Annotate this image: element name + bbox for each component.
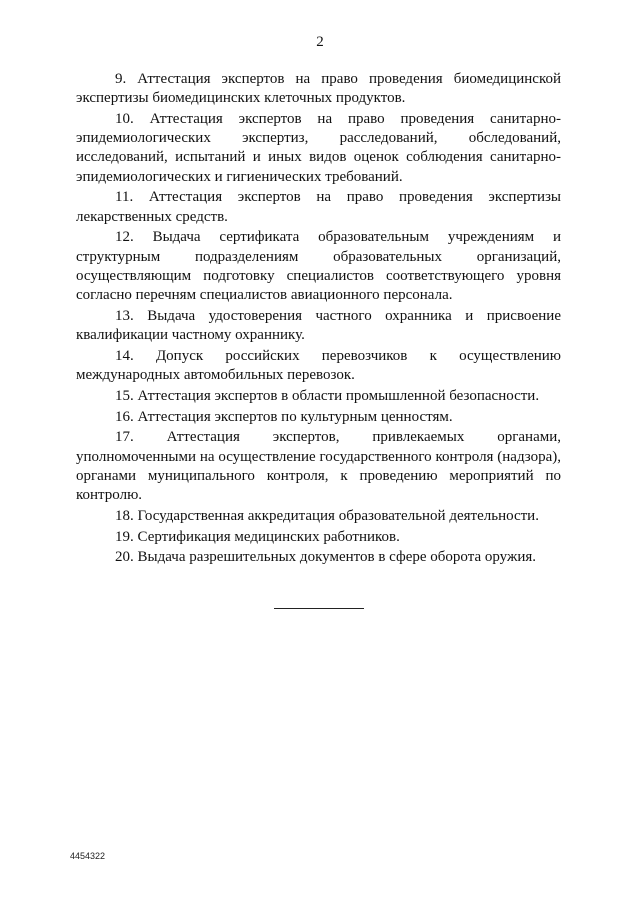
document-code: 4454322 [70,851,106,861]
list-item-9: 9. Аттестация экспертов на право проведения биомедицинской экспертизы биомедицинских клеточных продуктов. [76,71,561,107]
list-item-17: 17. Аттестация экспертов, привлекаемых органами, уполномоченными на осуществление государственного контроля (надзора), органами муниципального контроля, к проведению мероприятий по контролю. [76,429,561,504]
list-item-20: 20. Выдача разрешительных документов в сфере оборота оружия. [115,549,536,566]
page-number: 2 [316,34,324,50]
list-item-15: 15. Аттестация экспертов в области промышленной безопасности. [115,387,540,404]
list-item-12: 12. Выдача сертификата образовательным учреждениям и структурным подразделениям образовательных организаций, осуществляющим подготовку специалистов соответствующего уровня согласно перечням специалистов авиационного персонала. [76,229,561,304]
list-item-19: 19. Сертификация медицинских работников. [115,528,400,545]
end-divider-line [274,608,364,609]
list-item-16: 16. Аттестация экспертов по культурным ценностям. [115,408,453,425]
list-item-13: 13. Выдача удостоверения частного охранника и присвоение квалификации частному охраннику. [76,307,561,344]
list-item-10: 10. Аттестация экспертов на право проведения санитарно-эпидемиологических экспертиз, расследований, обследований, исследований, испытаний и иных видов оценок соблюдения санитарно-эпидемиологических и гигиенических требований. [76,111,561,185]
list-item-14: 14. Допуск российских перевозчиков к осуществлению международных автомобильных перевозок. [76,347,561,384]
document-body [76,70,561,569]
list-item-18: 18. Государственная аккредитация образовательной деятельности. [115,507,539,524]
list-item-11: 11. Аттестация экспертов на право проведения экспертизы лекарственных средств. [76,189,561,225]
